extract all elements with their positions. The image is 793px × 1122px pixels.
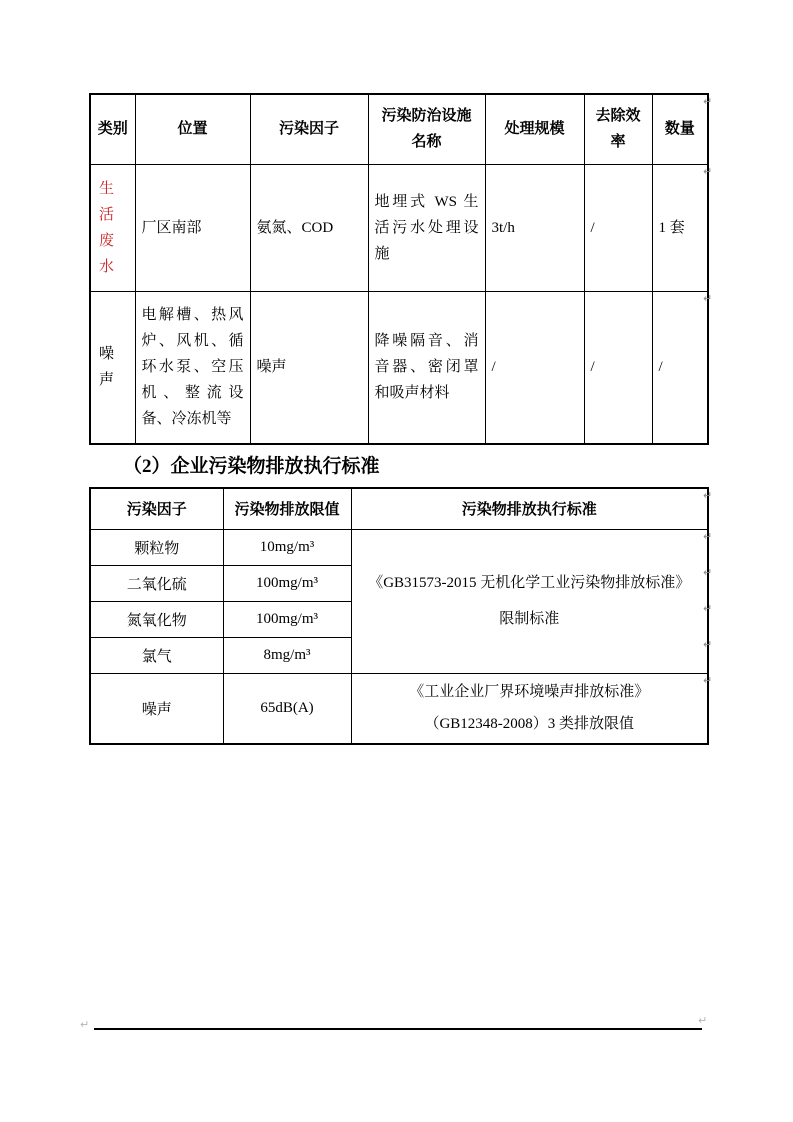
cell-treatment-scale: / [485,291,584,444]
table-row [90,164,708,291]
column-header-emission-limit: 污染物排放限值 [223,488,351,529]
standard-line-2: 限制标准 [499,611,560,627]
paragraph-return-mark: ↵ [703,602,713,615]
cell-location: 厂区南部 [135,164,250,291]
column-header-category: 类别 [90,94,135,164]
cell-removal-rate: / [584,291,652,444]
cell-category-domestic-wastewater: 生活废水 [90,164,135,291]
cell-factor-chlorine-gas: 氯气 [90,637,223,673]
paragraph-return-mark: ↵ [703,165,713,178]
cell-category-noise: 噪声 [90,291,135,444]
cell-standard-gb31573 [351,529,708,673]
cell-standard-gb12348 [351,673,708,744]
cell-facility-name: 降噪隔音、消音器、密闭罩和吸声材料 [368,291,485,444]
column-header-facility-name: 污染防治设施名称 [368,94,485,164]
cell-removal-rate: / [584,164,652,291]
cell-location: 电解槽、热风炉、风机、循环水泵、空压机、整流设备、冷冻机等 [135,291,250,444]
paragraph-return-mark: ↵ [703,566,713,579]
paragraph-return-mark: ↵ [703,95,713,108]
cell-limit: 10mg/m³ [223,529,351,565]
column-header-location: 位置 [135,94,250,164]
cell-limit: 65dB(A) [223,673,351,744]
table-header-row [90,488,708,529]
column-header-treatment-scale: 处理规模 [485,94,584,164]
standard-line-1: 《GB31573-2015 无机化学工业污染物排放标准》 [368,575,691,591]
column-header-pollution-factor: 污染因子 [90,488,223,529]
column-header-applicable-standard: 污染物排放执行标准 [351,488,708,529]
table-row [90,529,708,565]
cell-factor-noise: 噪声 [90,673,223,744]
cell-pollution-factor: 噪声 [250,291,368,444]
cell-factor-nitrogen-oxides: 氮氧化物 [90,601,223,637]
paragraph-return-mark: ↵ [80,1018,90,1031]
standard-line-2: （GB12348-2008）3 类排放限值 [424,716,635,733]
cell-quantity: 1 套 [652,164,708,291]
cell-limit: 100mg/m³ [223,601,351,637]
column-header-pollution-factor: 污染因子 [250,94,368,164]
cell-treatment-scale: 3t/h [485,164,584,291]
cell-pollution-factor: 氨氮、COD [250,164,368,291]
cell-quantity: / [652,291,708,444]
paragraph-return-mark: ↵ [698,1014,708,1027]
column-header-removal-rate: 去除效率 [584,94,652,164]
cell-factor-sulfur-dioxide: 二氧化硫 [90,565,223,601]
cell-facility-name: 地埋式 WS 生活污水处理设施 [368,164,485,291]
section-heading-emission-standards: （2）企业污染物排放执行标准 [123,456,380,477]
standard-line-1: 《工业企业厂界环境噪声排放标准》 [409,684,650,701]
paragraph-return-mark: ↵ [703,530,713,543]
paragraph-return-mark: ↵ [703,489,713,502]
cell-limit: 8mg/m³ [223,637,351,673]
cell-factor-particulates: 颗粒物 [90,529,223,565]
table-header-row [90,94,708,164]
table-row [90,673,708,744]
paragraph-return-mark: ↵ [703,638,713,651]
emission-standards-table [89,487,709,745]
cell-limit: 100mg/m³ [223,565,351,601]
footer-separator-line [94,1028,702,1030]
column-header-quantity: 数量 [652,94,708,164]
paragraph-return-mark: ↵ [703,292,713,305]
paragraph-return-mark: ↵ [703,674,713,687]
pollution-control-facilities-table [89,93,709,445]
table-row [90,291,708,444]
